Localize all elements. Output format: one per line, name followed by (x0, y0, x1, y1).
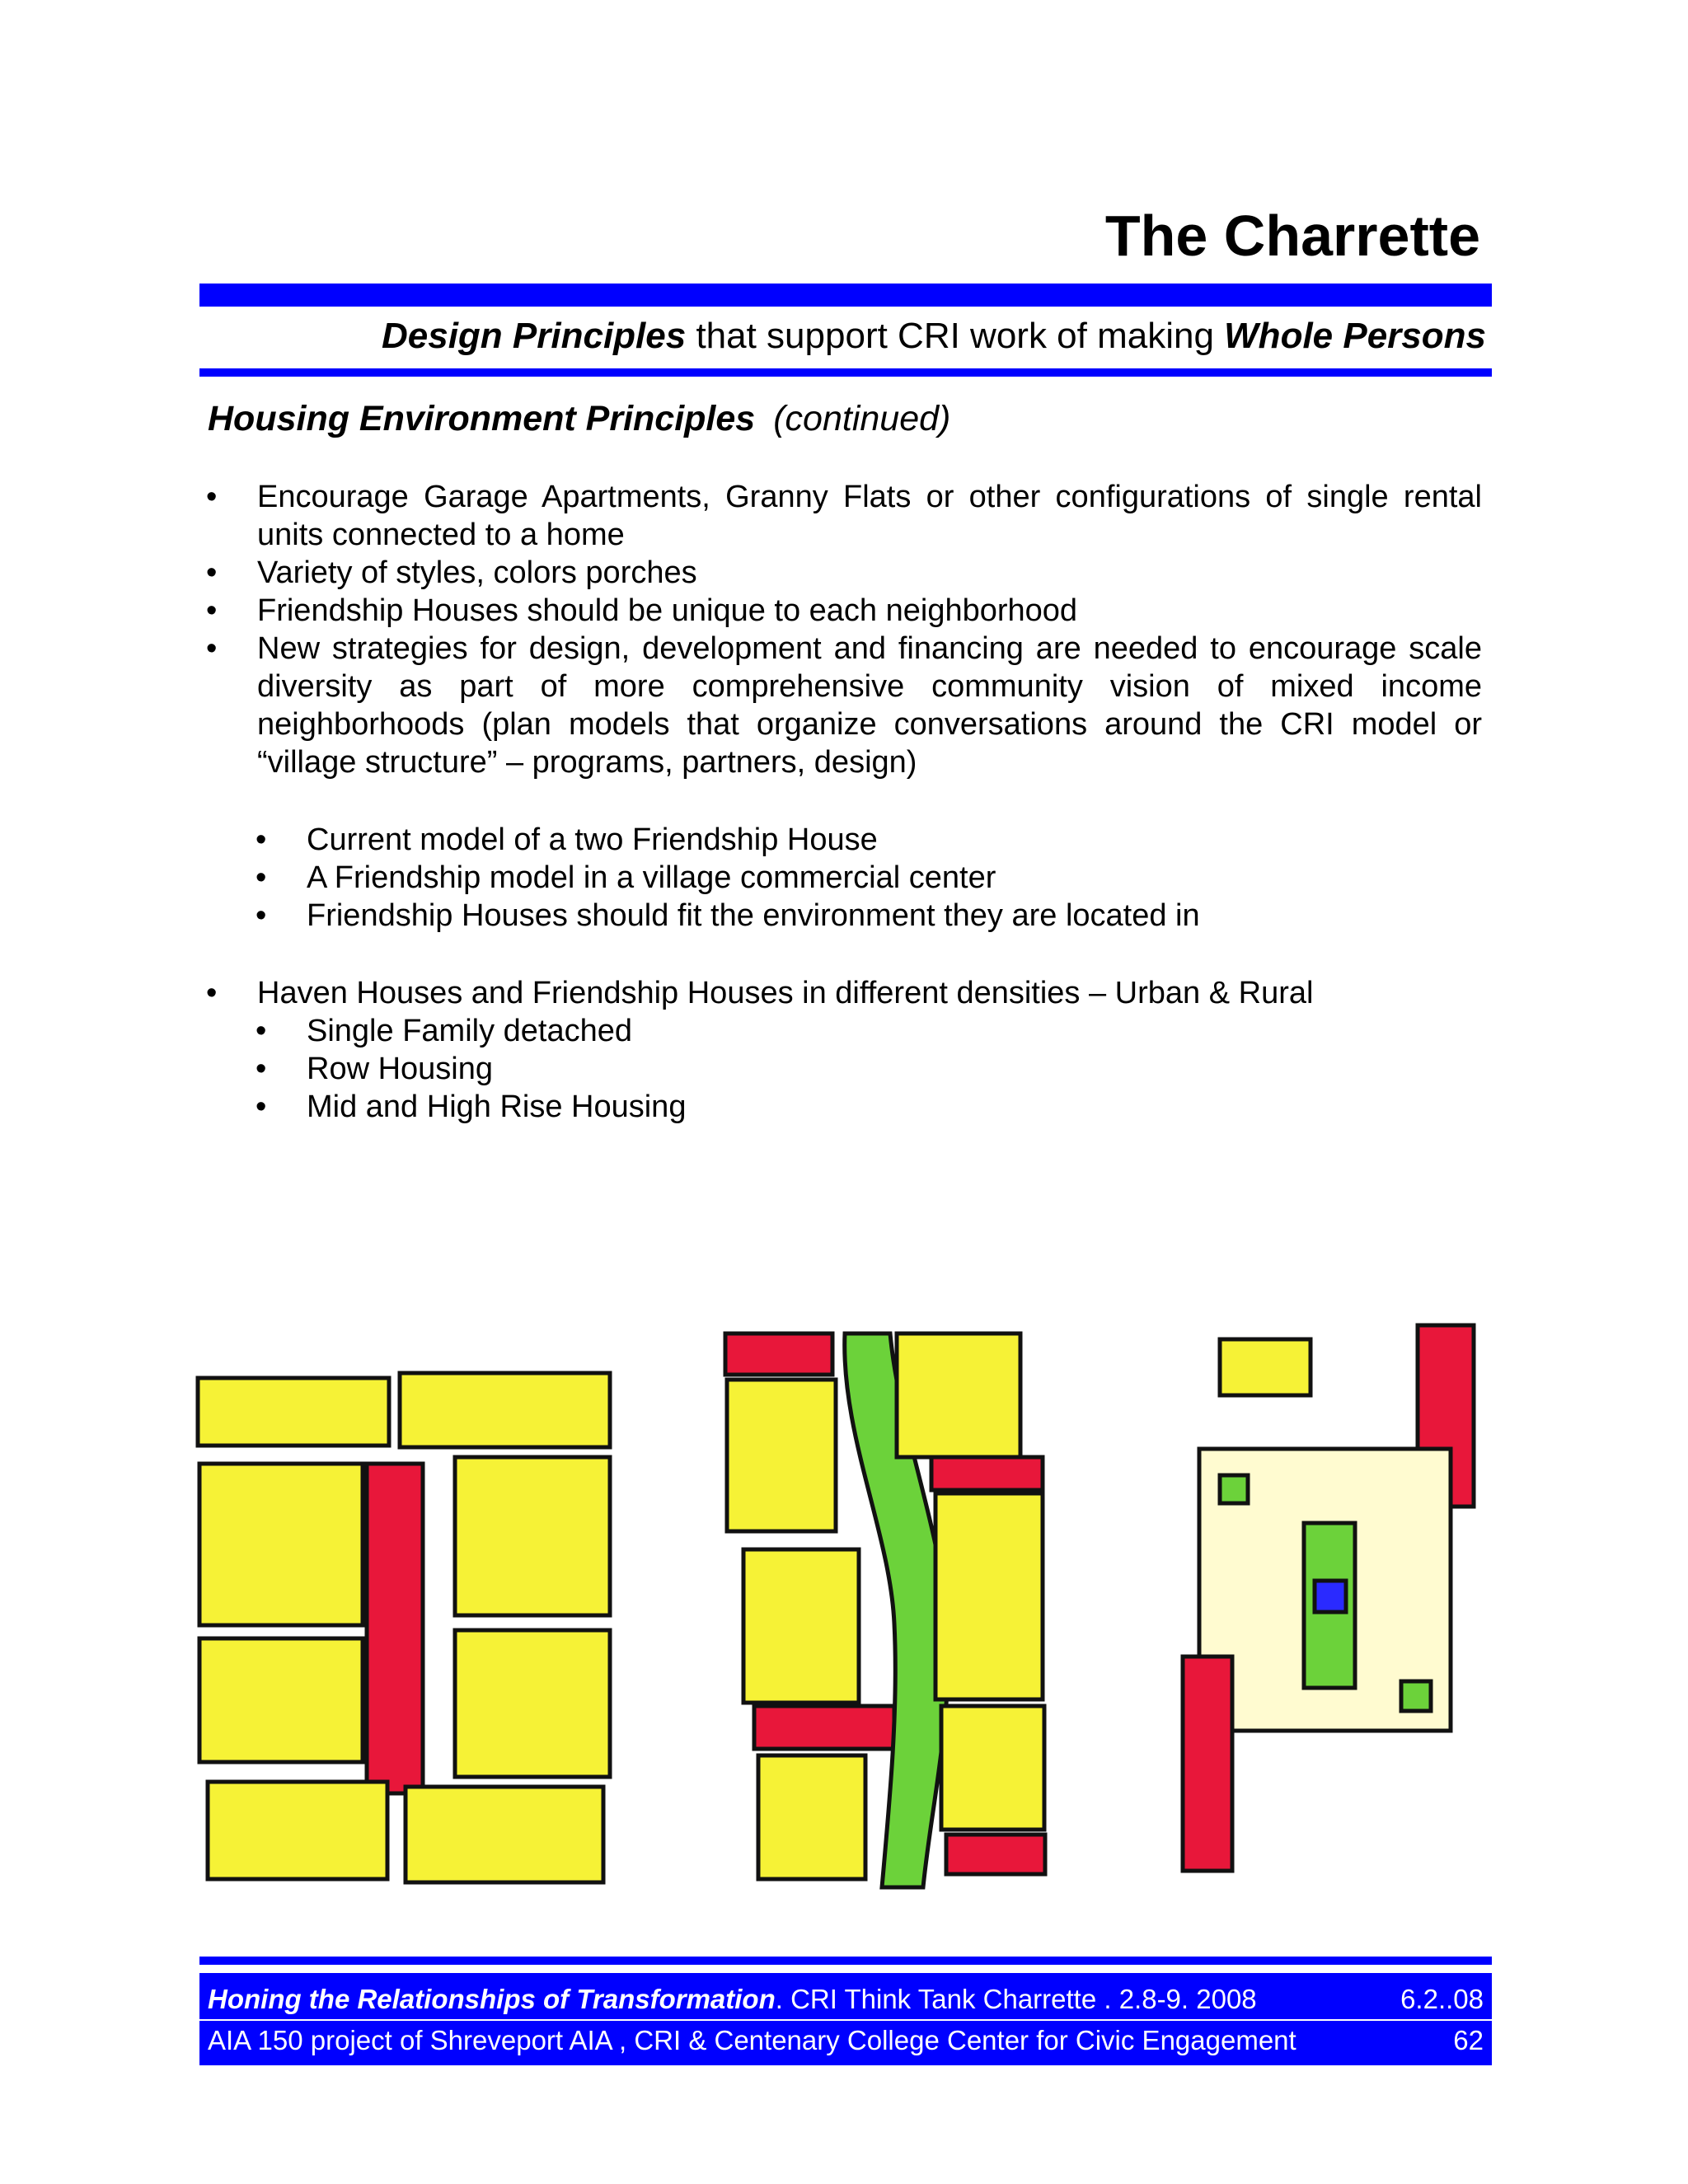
street-red (1183, 1657, 1232, 1871)
bullet-icon: • (206, 976, 218, 1010)
bullet-icon: • (206, 593, 218, 628)
section-heading (208, 399, 950, 439)
lot (727, 1380, 836, 1531)
bullet-icon: • (206, 631, 218, 666)
lot (199, 1464, 363, 1625)
sub-list-item: • Current model of a two Friendship House (256, 823, 878, 857)
lot (455, 1457, 610, 1615)
footer-title-rest: . CRI Think Tank Charrette . 2.8-9. 2008 (775, 1984, 1257, 2014)
bullet-icon: • (256, 860, 267, 895)
lot (198, 1378, 389, 1446)
page-number: 62 (1453, 2025, 1484, 2055)
lot (758, 1755, 865, 1879)
footer (199, 1973, 1492, 2065)
subtitle-end: Whole Persons (1224, 316, 1486, 356)
footer-title-bold: Honing the Relationships of Transformation (208, 1984, 776, 2014)
street-red (725, 1333, 832, 1375)
site-plan-sketches (190, 1310, 1508, 1904)
blue-building (1315, 1581, 1346, 1612)
subtitle-rule (199, 368, 1492, 377)
list-item: • Haven Houses and Friendship Houses in different densities – Urban & Rural (206, 976, 1314, 1010)
lot (455, 1630, 610, 1777)
bullet-icon: • (256, 1014, 267, 1048)
sub-list-item: • Row Housing (256, 1052, 493, 1086)
list-item: • New strategies for design, development and financing are needed to encourage scale diversity as part of more comprehensive community vision of mixed income neighborhoods (plan models that organize conversations around the CRI model or “village structure” – programs, partners, design) (206, 631, 1482, 780)
subtitle-middle: that support CRI work of making (686, 316, 1225, 356)
lot (400, 1373, 610, 1447)
bullet-icon: • (256, 898, 267, 933)
lot (897, 1333, 1020, 1457)
street-red (946, 1835, 1045, 1874)
page-title: The Charrette (1104, 204, 1480, 268)
list-item: • Friendship Houses should be unique to each neighborhood (206, 593, 1078, 628)
bullet-icon: • (256, 823, 267, 857)
footer-row-2 (208, 2021, 1484, 2060)
sub-list-item: • Friendship Houses should fit the environment they are located in (256, 898, 1200, 933)
lot (208, 1782, 387, 1879)
principles-list (206, 478, 1482, 1126)
small-building (1220, 1339, 1311, 1395)
sub-list-wrapper (206, 1012, 1482, 1126)
street-red (754, 1706, 894, 1749)
lot (743, 1549, 859, 1703)
street-red (367, 1464, 423, 1793)
sketch-grid-neighborhood (198, 1373, 610, 1882)
section-heading-main: Housing Environment Principles (208, 399, 756, 438)
footer-date: 6.2..08 (1400, 1984, 1484, 2014)
title-rule (199, 284, 1492, 307)
lot (199, 1638, 363, 1762)
section-heading-continued: (continued) (773, 399, 951, 438)
lot (935, 1493, 1043, 1699)
bullet-icon: • (256, 1052, 267, 1086)
bullet-icon: • (206, 480, 218, 514)
sub-list-densities (256, 1012, 1482, 1126)
list-item: • Variety of styles, colors porches (206, 555, 697, 590)
bullet-icon: • (206, 555, 218, 590)
bullet-icon: • (256, 1090, 267, 1124)
lot (406, 1787, 603, 1882)
sub-list-item: • A Friendship model in a village commercial center (256, 860, 996, 895)
sub-list-friendship (256, 821, 1482, 935)
street-red (931, 1457, 1043, 1490)
footer-credits: AIA 150 project of Shreveport AIA , CRI & Centenary College Center for Civic Engagement (208, 2025, 1296, 2055)
footer-rule (199, 1957, 1492, 1965)
subtitle (382, 315, 1486, 359)
green-building (1220, 1475, 1248, 1503)
footer-row-1 (208, 1980, 1484, 2019)
lot (941, 1706, 1044, 1830)
list-item: • Encourage Garage Apartments, Granny Flats or other configurations of single rental units connected to a home (206, 480, 1482, 552)
sub-list-item: • Single Family detached (256, 1014, 632, 1048)
subtitle-lead: Design Principles (381, 316, 687, 356)
sketch-green-street (725, 1333, 1045, 1887)
green-building (1401, 1681, 1431, 1711)
sketch-village-center (1183, 1325, 1474, 1871)
sub-list-wrapper (206, 821, 1482, 935)
sub-list-item: • Mid and High Rise Housing (256, 1090, 687, 1124)
